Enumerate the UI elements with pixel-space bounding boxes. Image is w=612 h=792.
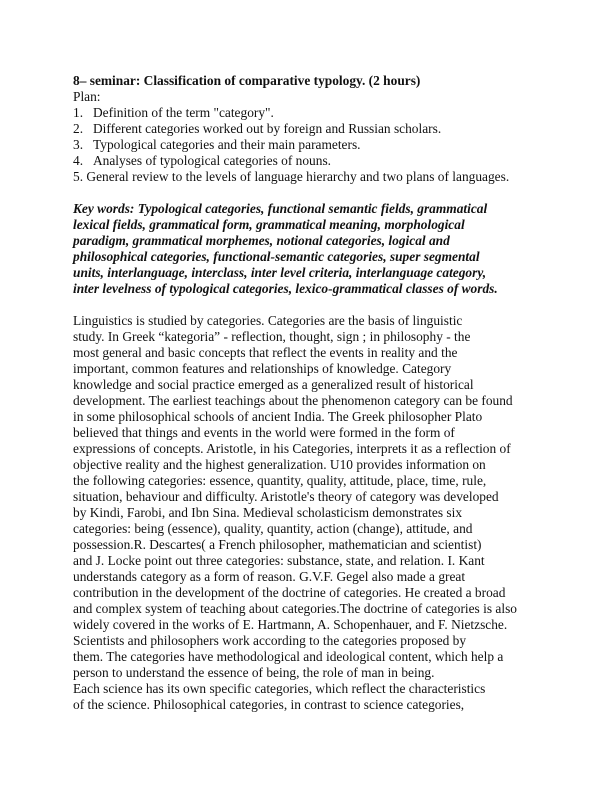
plan-item <box>73 169 509 185</box>
plan-item-text: Different categories worked out by foreign and Russian scholars. <box>93 121 442 136</box>
body-line: possession.R. Descartes( a French philosopher, mathematician and scientist) <box>73 537 482 552</box>
plan-item <box>73 153 331 169</box>
keywords-line: inter levelness of typological categories, lexico-grammatical classes of words. <box>73 281 498 296</box>
body-line: situation, behaviour and difficulty. Aristotle's theory of category was developed <box>73 489 499 504</box>
body-line: important, common features and relationships of knowledge. Category <box>73 361 452 376</box>
body-line: believed that things and events in the world were formed in the form of <box>73 425 455 440</box>
body-line: contribution in the development of the doctrine of categories. He created a broad <box>73 585 506 600</box>
keywords-line: Key words: Typological categories, functional semantic fields, grammatical <box>73 201 488 216</box>
body-line: person to understand the essence of being, the role of man in being. <box>73 665 435 680</box>
plan-item <box>73 137 361 153</box>
body-line: objective reality and the highest generalization. U10 provides information on <box>73 457 486 472</box>
body-line: most general and basic concepts that reflect the events in reality and the <box>73 345 458 360</box>
plan-item <box>73 121 441 137</box>
keywords-line: lexical fields, grammatical form, grammatical meaning, morphological <box>73 217 465 232</box>
plan-item-number: 5. <box>73 169 84 184</box>
body-line: development. The earliest teachings about the phenomenon category can be found <box>73 393 513 408</box>
plan-item-number: 3. <box>73 137 84 152</box>
plan-label: Plan: <box>73 89 101 104</box>
body-line: understands category as a form of reason. G.V.F. Gegel also made a great <box>73 569 466 584</box>
plan-item-text: General review to the levels of language hierarchy and two plans of languages. <box>86 169 510 184</box>
keywords-line: units, interlanguage, interclass, inter level criteria, interlanguage category, <box>73 265 487 280</box>
seminar-heading: 8– seminar: Classification of comparative typology. (2 hours) <box>73 73 421 88</box>
body-line: them. The categories have methodological and ideological content, which help a <box>73 649 504 664</box>
body-line: study. In Greek “kategoria” - reflection, thought, sign ; in philosophy - the <box>73 329 471 344</box>
keywords-line: philosophical categories, functional-semantic categories, super segmental <box>73 249 480 264</box>
body-line: in some philosophical schools of ancient India. The Greek philosopher Plato <box>73 409 483 424</box>
body-line: widely covered in the works of E. Hartmann, A. Schopenhauer, and F. Nietzsche. <box>73 617 508 632</box>
plan-item-number: 1. <box>73 105 84 120</box>
body-line: Scientists and philosophers work according to the categories proposed by <box>73 633 467 648</box>
plan-item <box>73 105 274 121</box>
keywords-line: paradigm, grammatical morphemes, notional categories, logical and <box>73 233 450 248</box>
body-line: knowledge and social practice emerged as a generalized result of historical <box>73 377 474 392</box>
body-line: Each science has its own specific categories, which reflect the characteristics <box>73 681 486 696</box>
body-line: expressions of concepts. Aristotle, in his Categories, interprets it as a reflection of <box>73 441 511 456</box>
plan-item-text: Definition of the term "category". <box>93 105 274 120</box>
body-line: categories: being (essence), quality, quantity, action (change), attitude, and <box>73 521 473 536</box>
body-line: and J. Locke point out three categories: substance, state, and relation. I. Kant <box>73 553 485 568</box>
plan-item-number: 4. <box>73 153 84 168</box>
body-line: Linguistics is studied by categories. Categories are the basis of linguistic <box>73 313 463 328</box>
plan-item-number: 2. <box>73 121 84 136</box>
body-line: by Kindi, Farobi, and Ibn Sina. Medieval scholasticism demonstrates six <box>73 505 463 520</box>
plan-item-text: Analyses of typological categories of nouns. <box>93 153 331 168</box>
body-line: and complex system of teaching about categories.The doctrine of categories is also <box>73 601 517 616</box>
body-line: the following categories: essence, quantity, quality, attitude, place, time, rule, <box>73 473 487 488</box>
body-line: of the science. Philosophical categories, in contrast to science categories, <box>73 697 465 712</box>
plan-item-text: Typological categories and their main parameters. <box>93 137 361 152</box>
